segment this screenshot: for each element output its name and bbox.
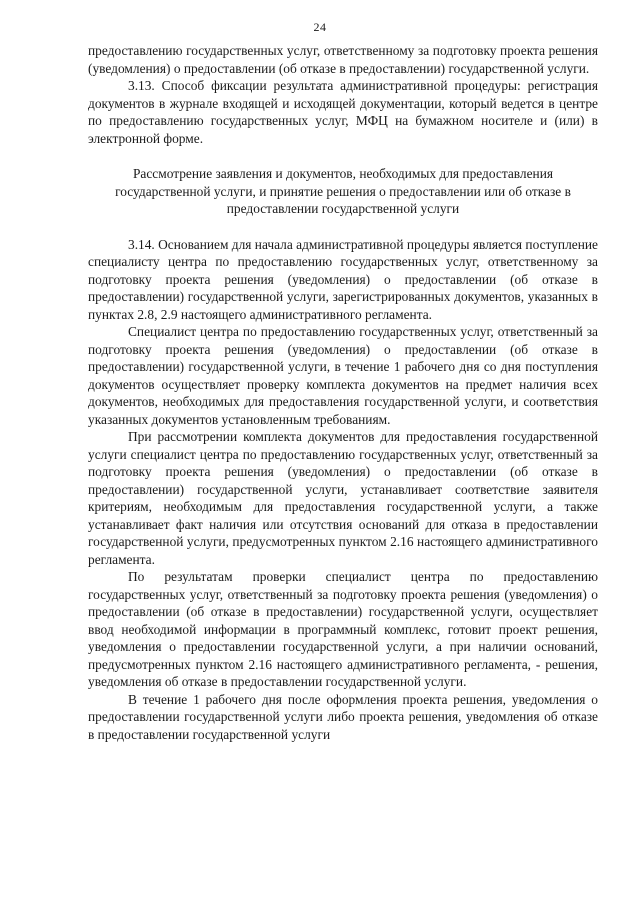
paragraph-continuation: предоставлению государственных услуг, ответственному за подготовку проекта решения (уведомления) о предоставлении (об отказе в предоставлении) государственной услуги.	[88, 43, 598, 76]
paragraph-3-14: 3.14. Основанием для начала административной процедуры является поступление специалисту центра по предоставлению государственных услуг, ответственному за подготовку проекта решения (уведомления) о предоставлении (об отказе в предоставлении) государственной услуги, зарегистрированных документов, указанных в пунктах 2.8, 2.9 настоящего административного регламента.	[88, 236, 598, 322]
document-body	[88, 42, 598, 743]
page-number: 24	[313, 20, 327, 34]
paragraph-next-step: В течение 1 рабочего дня после оформления проекта решения, уведомления о предоставлении государственной услуги либо проекта решения, уведомления об отказе в предоставлении государственной услуги	[88, 691, 598, 742]
paragraph-3-13: 3.13. Способ фиксации результата административной процедуры: регистрация документов в журнале входящей и исходящей документации, который ведется в центре по предоставлению государственных услуг, МФЦ на бумажном носителе и (или) в электронной форме.	[88, 78, 598, 146]
paragraph-specialist-check: Специалист центра по предоставлению государственных услуг, ответственный за подготовку проекта решения (уведомления) о предоставлении (об отказе в предоставлении) государственной услуги, в течение 1 рабочего дня со дня поступления документов осуществляет проверку комплекта документов на предмет наличия всех документов, необходимых для предоставления государственной услуги, и соответствия указанных документов установленным требованиям.	[88, 324, 598, 427]
section-heading: Рассмотрение заявления и документов, необходимых для предоставления государственной услуги, и принятие решения о предоставлении или об отказе в предоставлении государственной услуги	[115, 166, 571, 216]
paragraph-check-results: По результатам проверки специалист центра по предоставлению государственных услуг, ответственный за подготовку проекта решения (уведомления) о предоставлении (об отказе в предоставлении) государственной услуги, осуществляет ввод необходимой информации в программный комплекс, готовит проект решения, уведомления о предоставлении государственной услуги, а при наличии оснований, предусмотренных пунктом 2.16 настоящего административного регламента, - решения, уведомления об отказе в предоставлении государственной услуги.	[88, 569, 598, 689]
paragraph-review-criteria: При рассмотрении комплекта документов для предоставления государственной услуги специалист центра по предоставлению государственных услуг, ответственный за подготовку проекта решения (уведомления) о предоставлении (об отказе в предоставлении) государственной услуги, устанавливает соответствие заявителя критериям, необходимым для предоставления государственной услуги, а также устанавливает факт наличия или отсутствия оснований для отказа в предоставлении государственной услуги, предусмотренных пунктом 2.16 настоящего административного регламента.	[88, 429, 598, 567]
